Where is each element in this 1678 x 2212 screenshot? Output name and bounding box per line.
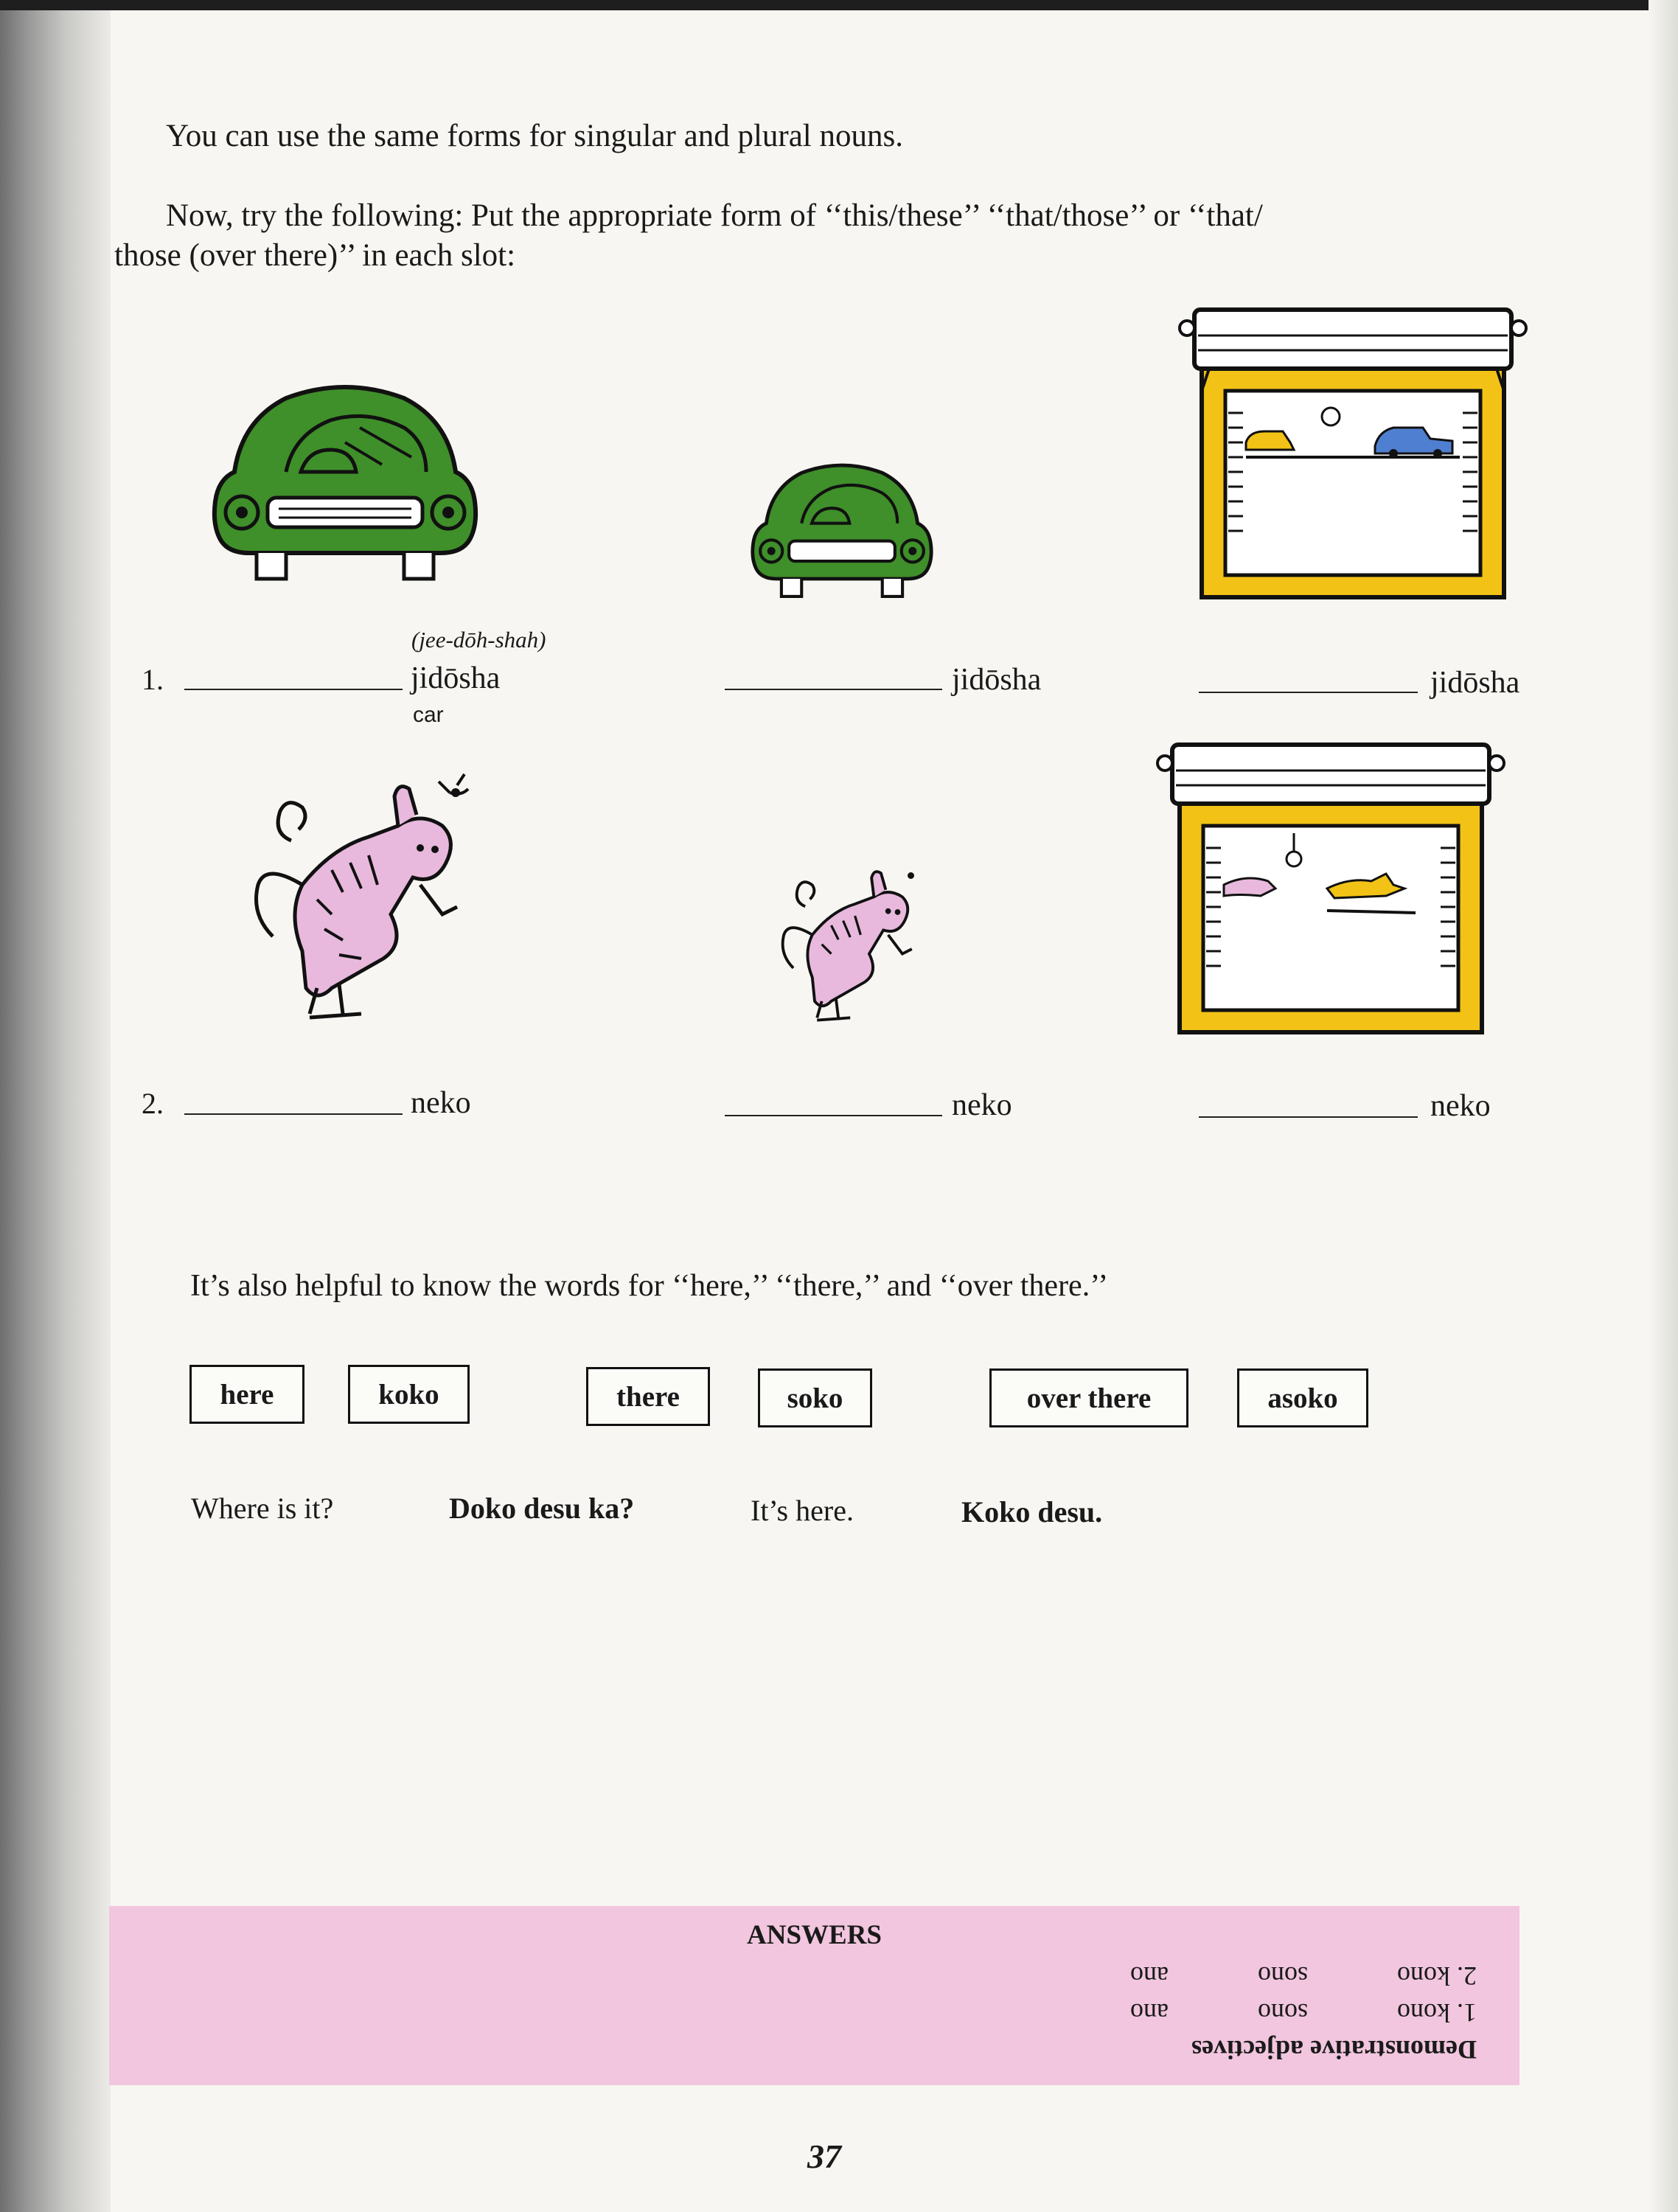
page-edge [1649,0,1678,2212]
intro-line-3: those (over there)’’ in each slot: [114,238,516,273]
answer-1-over-there: ano [1130,1998,1169,2028]
answer-line-1 [1108,1994,1477,2031]
word-cat-3: neko [1430,1089,1491,1123]
answer-1-this: 1. kono [1397,1998,1477,2028]
vocab-box-over-there: over there [989,1368,1188,1427]
word-car-3: jidōsha [1430,666,1520,700]
answer-english: It’s here. [751,1494,854,1527]
vocab-box-soko: soko [758,1368,872,1427]
top-edge [0,0,1678,10]
window-cars-illustration [1172,295,1533,605]
page-number: 37 [807,2138,841,2175]
vocab-box-asoko: asoko [1237,1368,1368,1427]
big-car-illustration [205,376,485,590]
small-car-illustration [746,457,938,605]
upside-down-answers [1108,1958,1477,2068]
vocab-box-there: there [586,1367,710,1426]
answer-blank-1a[interactable] [184,689,403,690]
answers-panel [109,1906,1519,2085]
answer-blank-1c[interactable] [1199,692,1418,693]
gloss-car: car [413,703,444,727]
intro-line-2: Now, try the following: Put the appropriate form of ‘‘this/these’’ ‘‘that/those’’ or ‘‘that/ [166,198,1263,233]
answer-line-2 [1108,1958,1477,1994]
word-cat-2: neko [952,1088,1012,1122]
word-car-2: jidōsha [952,663,1042,697]
answer-2-that: sono [1257,1961,1308,1991]
small-cat-illustration [759,859,936,1025]
answer-2-this: 2. kono [1397,1961,1477,1991]
vocab-box-koko: koko [348,1365,470,1424]
item-number-2: 2. [142,1087,164,1120]
answer-2-over-there: ano [1130,1961,1169,1991]
vocab-box-here: here [189,1365,304,1424]
intro-line-1: You can use the same forms for singular and plural nouns. [166,119,903,153]
book-spine-shadow [0,0,111,2212]
answer-blank-2a[interactable] [184,1113,403,1115]
question-english: Where is it? [191,1492,334,1525]
item-number-1: 1. [142,663,164,696]
answer-japanese: Koko desu. [961,1495,1103,1528]
pronunciation-guide: (jee-dōh-shah) [411,627,546,653]
answer-blank-2c[interactable] [1199,1116,1418,1118]
big-cat-illustration [221,767,494,1025]
word-car-1: jidōsha [411,661,501,695]
answers-section-title: Demonstrative adjectives [1191,2035,1477,2065]
question-japanese: Doko desu ka? [449,1492,635,1525]
answers-title: ANSWERS [747,1920,882,1950]
locations-intro: It’s also helpful to know the words for ‘‘here,’’ ‘‘there,’’ and ‘‘over there.’’ [190,1269,1109,1303]
word-cat-1: neko [411,1086,471,1120]
answer-blank-2b[interactable] [725,1115,942,1116]
answer-1-that: sono [1257,1998,1308,2028]
answer-blank-1b[interactable] [725,689,942,690]
window-cat-illustration [1150,730,1511,1040]
